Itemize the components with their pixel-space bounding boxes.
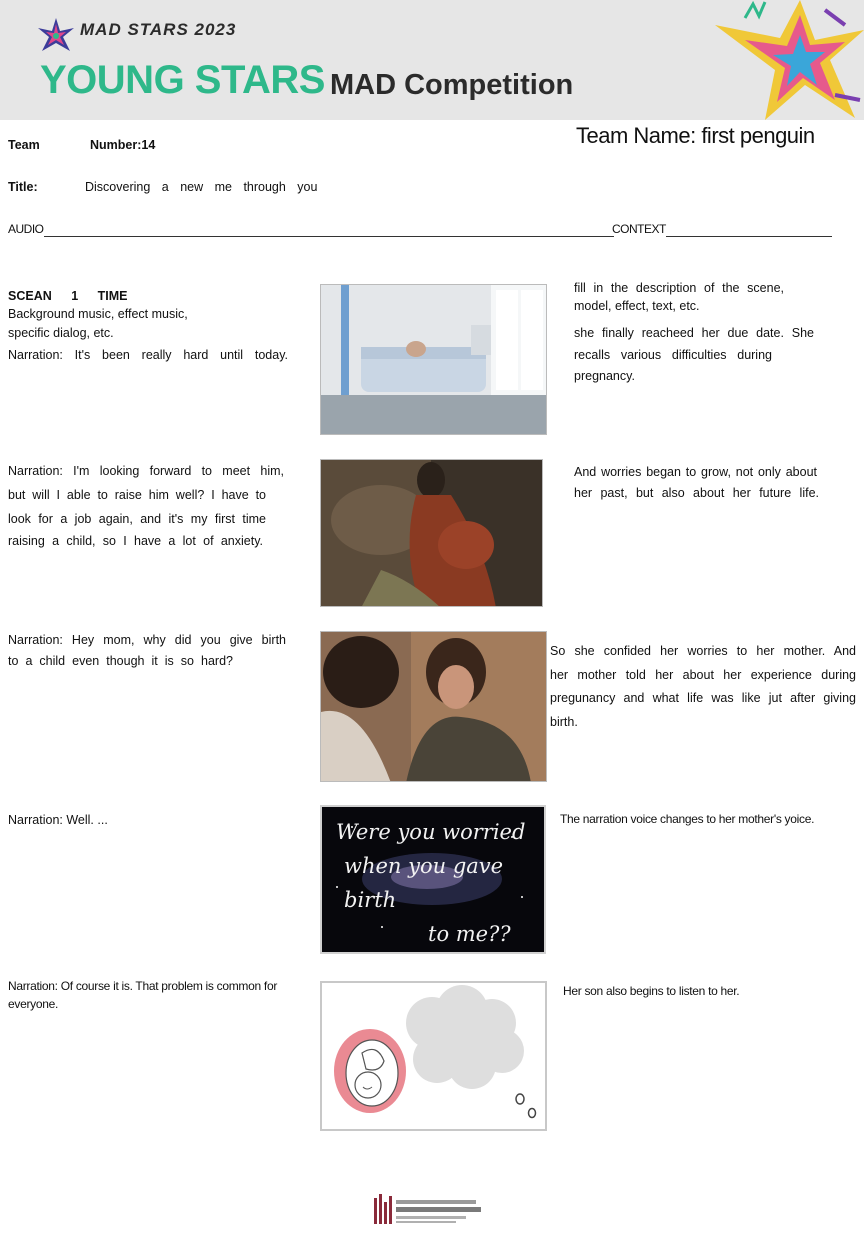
context-line: pregunancy and what life was like jut after giving — [550, 691, 856, 705]
scene-2-context — [574, 462, 817, 504]
audio-line: Background music, effect music, — [8, 307, 188, 321]
context-column-label: CONTEXT — [612, 222, 666, 236]
scene-4-audio — [8, 810, 108, 830]
context-line: The narration voice changes to her mother's yoice. — [560, 812, 815, 826]
pregnant-woman-photo — [320, 459, 543, 607]
context-line: pregnancy. — [574, 369, 635, 383]
baby-thought-bubble-illustration — [320, 981, 547, 1131]
banner-headline: YOUNG STARS — [40, 58, 325, 102]
scene-1-audio — [8, 287, 288, 367]
title-label: Title: — [8, 180, 38, 194]
handwritten-line: when you gave birth — [344, 854, 504, 912]
audio-line: look for a job again, and it's my first time — [8, 512, 266, 526]
audio-line: Narration: I'm looking forward to meet him, — [8, 464, 284, 478]
context-line: Her son also begins to listen to her. — [563, 984, 740, 998]
context-line: So she confided her worries to her mother. And — [550, 644, 856, 658]
context-line: birth. — [550, 714, 578, 729]
context-line: And worries began to grow, not only about — [574, 465, 817, 479]
scene-1-context — [574, 279, 814, 387]
context-line: recalls various difficulties during — [574, 348, 772, 362]
scene-heading: SCEAN 1 TIME — [8, 289, 128, 303]
institute-logo-icon — [372, 1192, 484, 1228]
team-label: Team — [8, 138, 40, 152]
star-artwork — [705, 0, 864, 120]
audio-line: raising a child, so I have a lot of anxiety. — [8, 534, 263, 548]
star-burst-icon — [36, 16, 76, 56]
audio-line: Narration: Of course it is. That problem is common for — [8, 979, 278, 993]
team-name: Team Name: first penguin — [576, 123, 815, 148]
context-line: her mother told her about her experience during — [550, 667, 856, 682]
scene-3-context — [550, 640, 856, 734]
banner-brand: MAD STARS 2023 — [80, 20, 237, 39]
scene-5-context — [563, 982, 739, 1000]
audio-line: Narration: Well. ... — [8, 813, 108, 827]
audio-line: Narration: It's been really hard until today. — [8, 348, 288, 362]
context-line: she finally reacheed her due date. She — [574, 326, 814, 340]
scene-5-audio — [8, 977, 308, 1013]
scene-2-audio — [8, 459, 284, 551]
audio-line: everyone. — [8, 997, 58, 1011]
context-line: fill in the description of the scene, — [574, 281, 784, 295]
space-handwriting-card — [320, 805, 546, 954]
scene-4-context — [560, 810, 814, 828]
handwritten-line: Were you worried — [336, 820, 526, 844]
handwritten-text — [336, 815, 544, 951]
title-value: Discovering a new me through you — [85, 180, 318, 194]
header-banner — [0, 0, 864, 120]
divider-line — [666, 236, 832, 237]
audio-line: but will I able to raise him well? I have to — [8, 488, 266, 502]
context-line: model, effect, text, etc. — [574, 299, 700, 313]
scene-3-audio — [8, 630, 286, 672]
hospital-room-photo — [320, 284, 547, 435]
audio-line: Narration: Hey mom, why did you give birth — [8, 633, 286, 647]
audio-line: to a child even though it is so hard? — [8, 654, 233, 668]
audio-column-label: AUDIO — [8, 222, 44, 236]
context-line: her past, but also about her future life. — [574, 486, 819, 500]
team-number: Number:14 — [90, 138, 156, 152]
divider-line — [44, 236, 614, 237]
mother-daughter-photo — [320, 631, 547, 782]
handwritten-line: to me?? — [428, 922, 511, 946]
audio-line: specific dialog, etc. — [8, 326, 114, 340]
banner-subheadline: MAD Competition — [330, 69, 574, 101]
